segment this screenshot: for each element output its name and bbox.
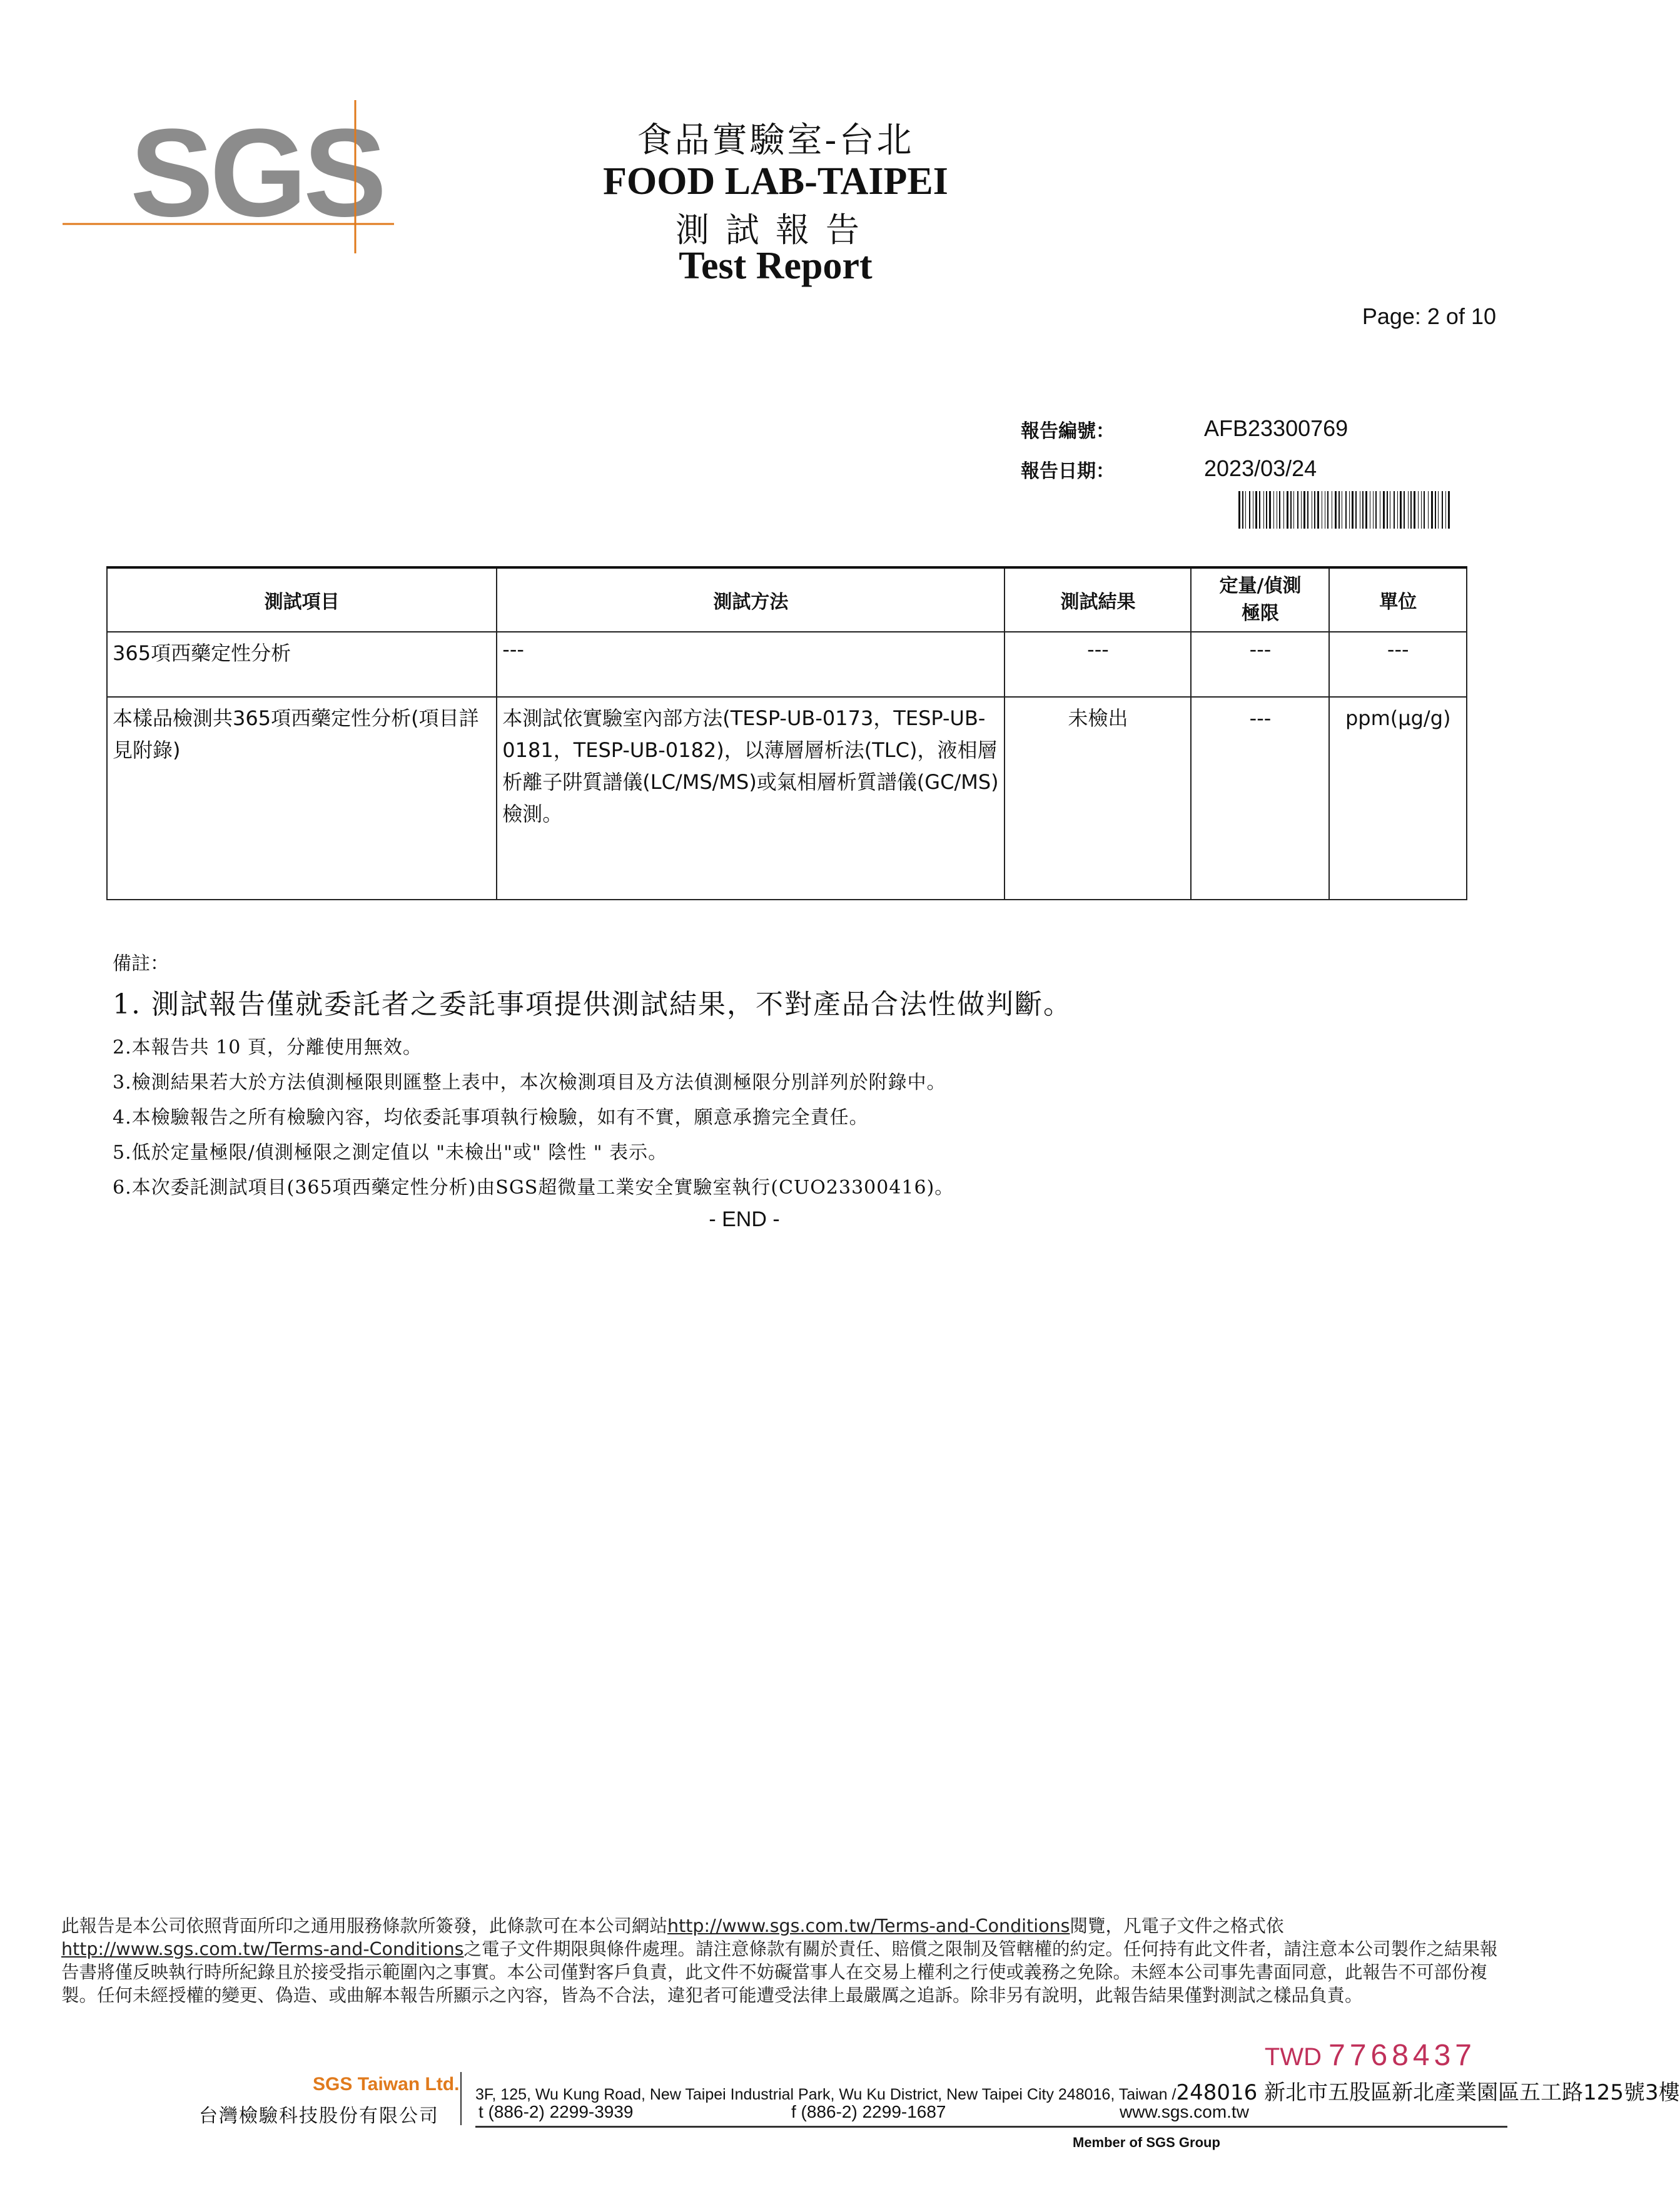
report-title-en: Test Report: [679, 245, 873, 287]
barcode-bar: [1431, 491, 1433, 529]
cell-unit: ---: [1329, 632, 1467, 697]
sgs-logo-text: SGS: [130, 103, 383, 243]
barcode-bar: [1317, 491, 1319, 529]
cell-unit: ppm(μg/g): [1329, 697, 1467, 900]
barcode-bar: [1375, 491, 1377, 529]
twd-serial: [1265, 2038, 1476, 2073]
barcode-bar: [1394, 491, 1395, 529]
note-item: 5.低於定量極限/偵測極限之測定值以 "未檢出"或" 陰性 " 表示。: [113, 1142, 668, 1164]
barcode-bar: [1249, 491, 1250, 529]
barcode-bar: [1373, 491, 1374, 529]
results-table: [106, 566, 1467, 900]
cell-detection-limit: ---: [1191, 632, 1329, 697]
footer-divider: [460, 2072, 462, 2125]
report-number-value: AFB23300769: [1204, 415, 1349, 441]
cell-test-result: ---: [1004, 632, 1191, 697]
header-test-method: 測試方法: [497, 567, 1004, 632]
note-item: 3.檢測結果若大於方法偵測極限則匯整上表中，本次檢測項目及方法偵測極限分別詳列於附錄中。: [113, 1072, 946, 1094]
twd-label: TWD: [1264, 2043, 1322, 2071]
barcode-bar: [1448, 491, 1450, 529]
barcode-bar: [1255, 491, 1257, 529]
barcode-bar: [1418, 491, 1419, 529]
address-cn: 248016 新北市五股區新北產業園區五工路125號3樓: [1176, 2080, 1680, 2105]
barcode-bar: [1352, 491, 1354, 529]
disclaimer-text: 閱覽，凡電子文件之格式依: [1070, 1916, 1284, 1936]
cell-test-method: ---: [497, 632, 1004, 697]
end-marker: - END -: [709, 1207, 780, 1231]
barcode-bar: [1365, 491, 1367, 529]
page-number: Page: 2 of 10: [1362, 303, 1496, 329]
company-name-en: SGS Taiwan Ltd.: [313, 2074, 460, 2095]
barcode-bar: [1445, 491, 1446, 529]
report-number-label: 報告編號：: [1021, 420, 1115, 442]
member-of-sgs-group: Member of SGS Group: [1073, 2135, 1220, 2150]
header-test-item: 測試項目: [107, 567, 497, 632]
note-item: 4.本檢驗報告之所有檢驗內容，均依委託事項執行檢驗，如有不實，願意承擔完全責任。: [113, 1107, 869, 1129]
barcode-bar: [1383, 491, 1385, 529]
notes-heading: 備註：: [113, 953, 169, 975]
header-unit: 單位: [1329, 567, 1467, 632]
barcode-bar: [1349, 491, 1350, 529]
company-name-cn: 台灣檢驗科技股份有限公司: [199, 2105, 439, 2127]
lab-title-en: FOOD LAB-TAIPEI: [603, 160, 948, 203]
header-detection-limit: [1191, 567, 1329, 632]
barcode-bar: [1397, 491, 1398, 529]
table-row: [107, 632, 1467, 697]
footer-rule: [475, 2126, 1507, 2128]
cell-test-item: 本樣品檢測共365項西藥定性分析(項目詳見附錄): [107, 697, 497, 900]
barcode-bar: [1287, 491, 1288, 529]
barcode-bar: [1387, 491, 1388, 529]
disclaimer-text: 之電子文件期限與條件處理。請注意條款有關於責任、賠償之限制及管轄權的約定。任何持有此文件者，請注意本公司製作之結果報告書將僅反映執行時所紀錄且於接受指示範圍內之事實。本公司僅對客戶負責，此文件不妨礙當事人在交易上權利之行使或義務之免除。未經本公司事先書面同意，此報告不可部份複製。任何未經授權的變更、偽造、或曲解本報告所顯示之內容，皆為不合法，違犯者可能遭受法律上最嚴厲之追訴。除非另有說明，此報告結果僅對測試之樣品負責。: [61, 1939, 1498, 2006]
disclaimer-text: 此報告是本公司依照背面所印之通用服務條款所簽發，此條款可在本公司網站: [61, 1916, 668, 1936]
lab-title-cn: 食品實驗室-台北: [637, 120, 914, 161]
report-date-value: 2023/03/24: [1204, 455, 1317, 481]
barcode-bar: [1442, 491, 1443, 529]
barcode-bar: [1297, 491, 1298, 529]
header-test-result: 測試結果: [1004, 567, 1191, 632]
twd-number: 7768437: [1328, 2039, 1476, 2072]
barcode-bar: [1266, 491, 1267, 529]
barcode-bar: [1335, 491, 1337, 529]
barcode-bar: [1424, 491, 1425, 529]
company-fax: f (886-2) 2299-1687: [791, 2102, 946, 2121]
cell-test-item: 365項西藥定性分析: [107, 632, 497, 697]
terms-link[interactable]: http://www.sgs.com.tw/Terms-and-Conditions: [61, 1939, 464, 1959]
barcode-bar: [1269, 491, 1271, 529]
barcode-bar: [1293, 491, 1294, 529]
note-item: 6.本次委託測試項目(365項西藥定性分析)由SGS超微量工業安全實驗室執行(CUO23300416)。: [113, 1177, 954, 1199]
barcode-bar: [1283, 491, 1284, 529]
barcode-bar: [1438, 491, 1439, 529]
barcode-bar: [1314, 491, 1315, 529]
report-date-label: 報告日期：: [1021, 460, 1115, 482]
notes-section: [113, 948, 1457, 1206]
header-detection-limit-text: 定量/偵測極限: [1219, 575, 1302, 624]
sgs-logo: [63, 94, 400, 256]
barcode-bar: [1238, 491, 1240, 529]
barcode-bar: [1327, 491, 1328, 529]
cell-detection-limit: ---: [1191, 697, 1329, 900]
barcode-bar: [1408, 491, 1409, 529]
cell-test-result: 未檢出: [1004, 697, 1191, 900]
barcode-bar: [1435, 491, 1436, 529]
barcode-bar: [1301, 491, 1302, 529]
company-website[interactable]: www.sgs.com.tw: [1120, 2102, 1249, 2121]
note-item: 1. 測試報告僅就委託者之委託事項提供測試結果，不對產品合法性做判斷。: [113, 988, 1072, 1020]
barcode-bar: [1273, 491, 1274, 529]
barcode-bar: [1279, 491, 1280, 529]
barcode-bar: [1428, 491, 1429, 529]
table-row: [107, 697, 1467, 900]
barcode-bar: [1290, 491, 1292, 529]
cell-test-method: 本測試依實驗室內部方法(TESP-UB-0173，TESP-UB-0181，TESP-UB-0182)，以薄層層析法(TLC)，液相層析離子阱質譜儀(LC/MS/MS)或氣相層析質譜儀(GC/MS)檢測。: [497, 697, 1004, 900]
terms-link[interactable]: http://www.sgs.com.tw/Terms-and-Conditions: [667, 1916, 1070, 1936]
barcode-bar: [1414, 491, 1415, 529]
barcode-bar: [1362, 491, 1364, 529]
barcode-bar: [1242, 491, 1243, 529]
barcode-bar: [1345, 491, 1347, 529]
note-item: 2.本報告共 10 頁，分離使用無效。: [113, 1037, 422, 1059]
address-en: 3F, 125, Wu Kung Road, New Taipei Industrial Park, Wu Ku District, New Taipei City 248016, Taiwan /: [475, 2086, 1177, 2103]
table-header-row: [107, 567, 1467, 632]
footer-disclaimer: [61, 1914, 1500, 2007]
company-telephone: t (886-2) 2299-3939: [478, 2102, 634, 2121]
company-address: [475, 2075, 1680, 2106]
barcode-bar: [1404, 491, 1405, 529]
barcode-bar: [1303, 491, 1305, 529]
barcode-bar: [1263, 491, 1264, 529]
barcode-bar: [1410, 491, 1412, 529]
barcode-bar: [1355, 491, 1357, 529]
barcode-bar: [1307, 491, 1308, 529]
barcode: [1238, 491, 1451, 529]
report-title-cn: 測試報告: [676, 210, 876, 250]
barcode-bar: [1259, 491, 1260, 529]
barcode-bar: [1245, 491, 1246, 529]
barcode-bar: [1400, 491, 1402, 529]
barcode-bar: [1421, 491, 1422, 529]
barcode-bar: [1338, 491, 1340, 529]
